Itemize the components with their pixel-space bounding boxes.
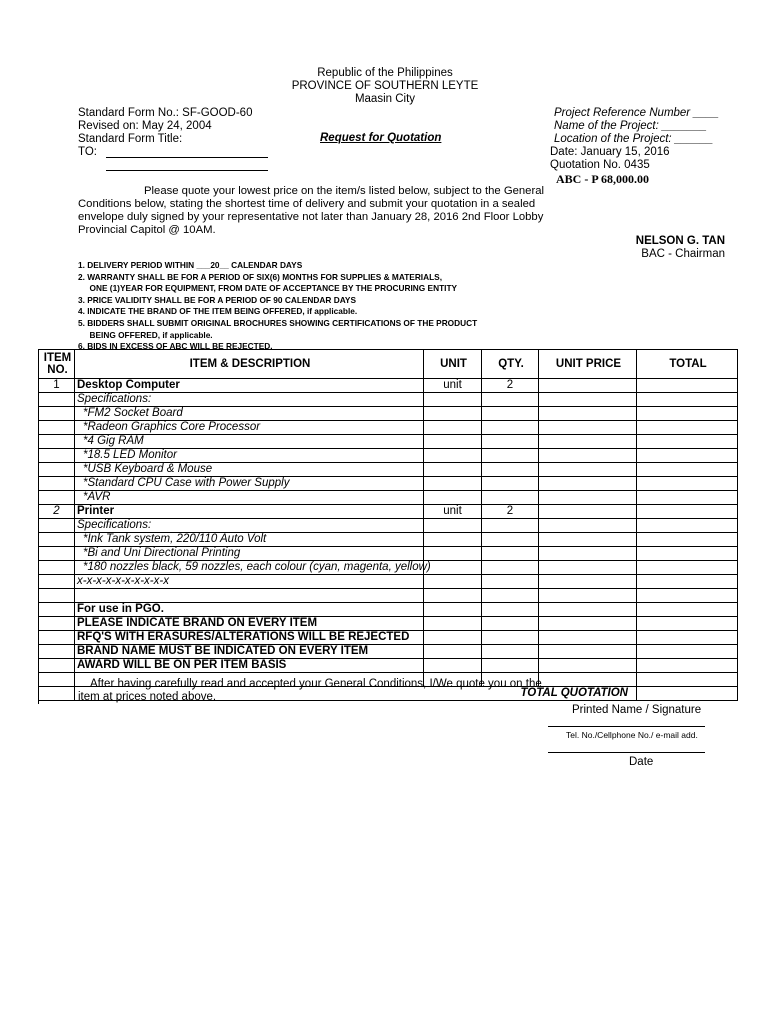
quotation-number: Quotation No. 0435 — [550, 159, 650, 171]
table-row — [39, 505, 738, 519]
end-marker: x-x-x-x-x-x-x-x-x-x — [75, 575, 424, 589]
rfq-title: Request for Quotation — [320, 132, 442, 144]
table-header-row — [39, 350, 738, 379]
condition-2-cont: ONE (1)YEAR FOR EQUIPMENT, FROM DATE OF ACCEPTANCE BY THE PROCURING ENTITY — [78, 283, 458, 294]
printed-name-label: Printed Name / Signature — [572, 704, 702, 716]
to-line-1[interactable] — [106, 157, 268, 158]
table-row — [39, 421, 738, 435]
header-qty: QTY. — [482, 350, 539, 379]
spec-label: Specifications: — [75, 393, 424, 407]
note-line: AWARD WILL BE ON PER ITEM BASIS — [75, 659, 424, 673]
table-row — [39, 477, 738, 491]
table-row — [39, 519, 738, 533]
abc-amount: ABC - P 68,000.00 — [556, 172, 649, 186]
date-label: Date — [629, 756, 654, 768]
condition-1: 1. DELIVERY PERIOD WITHIN ___20__ CALENDAR DAYS — [78, 260, 303, 270]
header-item-no: ITEM NO. — [39, 350, 75, 379]
table-row — [39, 449, 738, 463]
table-row — [39, 631, 738, 645]
header-unit: UNIT — [424, 350, 482, 379]
table-row — [39, 561, 738, 575]
note-line: PLEASE INDICATE BRAND ON EVERY ITEM — [75, 617, 424, 631]
item-unit: unit — [424, 379, 482, 393]
table-row — [39, 393, 738, 407]
spec-item: *Bi and Uni Directional Printing — [83, 547, 241, 559]
project-location: Location of the Project: ______ — [554, 133, 714, 145]
signatory-position: BAC - Chairman — [641, 248, 725, 260]
quotation-date: Date: January 15, 2016 — [550, 146, 670, 158]
note-line: For use in PGO. — [75, 603, 424, 617]
table-row — [39, 589, 738, 603]
item-qty: 2 — [482, 505, 539, 519]
item-number: 2 — [39, 505, 75, 519]
condition-2: 2. WARRANTY SHALL BE FOR A PERIOD OF SIX(6) MONTHS FOR SUPPLIES & MATERIALS, — [78, 271, 443, 282]
intro-paragraph: Please quote your lowest price on the item/s listed below, subject to the General Conditions below, stating the shortest time of delivery and submit your quotation in a sealed envelope duly signed by your representative not later than January 28, 2016 2nd Floor Lobby Provincial Capitol @ 10AM. — [78, 185, 545, 236]
spec-item: *Standard CPU Case with Power Supply — [83, 477, 290, 489]
condition-4: 4. INDICATE THE BRAND OF THE ITEM BEING OFFERED, if applicable. — [78, 306, 358, 317]
closing-line-1: After having carefully read and accepted your General Conditions, I/We quote you on the — [90, 678, 542, 690]
revised-date: Revised on: May 24, 2004 — [78, 120, 212, 132]
to-line-2[interactable] — [106, 170, 268, 171]
item-total-cell[interactable] — [637, 379, 738, 393]
header-republic: Republic of the Philippines — [317, 67, 453, 79]
header-city: Maasin City — [354, 93, 416, 105]
item-total-cell[interactable] — [637, 505, 738, 519]
form-title-label: Standard Form Title: — [78, 133, 183, 145]
total-quotation-label: TOTAL QUOTATION — [75, 687, 637, 701]
table-row — [39, 575, 738, 589]
closing-line-2: item at prices noted above. — [78, 691, 217, 703]
table-row — [39, 407, 738, 421]
table-row — [39, 603, 738, 617]
item-unit: unit — [424, 505, 482, 519]
to-label: TO: — [78, 146, 97, 158]
table-row — [39, 659, 738, 673]
item-name: Printer — [75, 505, 424, 519]
table-row — [39, 533, 738, 547]
table-row — [39, 547, 738, 561]
table-row — [39, 491, 738, 505]
header-unit-price: UNIT PRICE — [539, 350, 637, 379]
table-row — [39, 645, 738, 659]
form-number: Standard Form No.: SF-GOOD-60 — [78, 107, 253, 119]
spec-item: *FM2 Socket Board — [83, 407, 183, 419]
condition-5: 5. BIDDERS SHALL SUBMIT ORIGINAL BROCHURES SHOWING CERTIFICATIONS OF THE PRODUCT — [78, 318, 478, 328]
spec-item: *Radeon Graphics Core Processor — [83, 421, 261, 433]
items-table — [38, 349, 738, 701]
spec-item: *4 Gig RAM — [83, 435, 144, 447]
table-row — [39, 379, 738, 393]
item-name: Desktop Computer — [75, 379, 424, 393]
item-number: 1 — [39, 379, 75, 393]
table-row — [39, 435, 738, 449]
signatory-name: NELSON G. TAN — [635, 235, 725, 247]
header-total: TOTAL — [637, 350, 738, 379]
table-row — [39, 463, 738, 477]
spec-item: *18.5 LED Monitor — [83, 449, 177, 461]
item-qty: 2 — [482, 379, 539, 393]
spec-item: *Ink Tank system, 220/110 Auto Volt — [83, 533, 267, 545]
contact-label: Tel. No./Cellphone No./ e-mail add. — [566, 730, 698, 740]
condition-6: 6. BIDS IN EXCESS OF ABC WILL BE REJECTED. — [78, 341, 273, 352]
project-name: Name of the Project: _______ — [554, 120, 707, 132]
date-line[interactable] — [548, 752, 705, 753]
spec-item: *USB Keyboard & Mouse — [83, 463, 213, 475]
header-description: ITEM & DESCRIPTION — [75, 350, 424, 379]
condition-5-cont: BEING OFFERED, if applicable. — [78, 329, 213, 340]
note-line: RFQ'S WITH ERASURES/ALTERATIONS WILL BE REJECTED — [75, 631, 424, 645]
spec-item: *AVR — [83, 491, 111, 503]
table-left-border — [38, 677, 39, 704]
table-row — [39, 617, 738, 631]
spec-label: Specifications: — [75, 519, 424, 533]
note-line: BRAND NAME MUST BE INDICATED ON EVERY ITEM — [75, 645, 424, 659]
signature-line[interactable] — [548, 726, 705, 727]
item-unit-price-cell[interactable] — [539, 379, 637, 393]
spec-item: *180 nozzles black, 59 nozzles, each colour (cyan, magenta, yellow) — [83, 561, 431, 573]
item-unit-price-cell[interactable] — [539, 505, 637, 519]
total-quotation-cell[interactable] — [637, 687, 738, 701]
header-province: PROVINCE OF SOUTHERN LEYTE — [291, 80, 479, 92]
condition-3: 3. PRICE VALIDITY SHALL BE FOR A PERIOD OF 90 CALENDAR DAYS — [78, 294, 356, 305]
document-header — [0, 67, 770, 106]
project-reference: Project Reference Number ____ — [554, 107, 719, 119]
